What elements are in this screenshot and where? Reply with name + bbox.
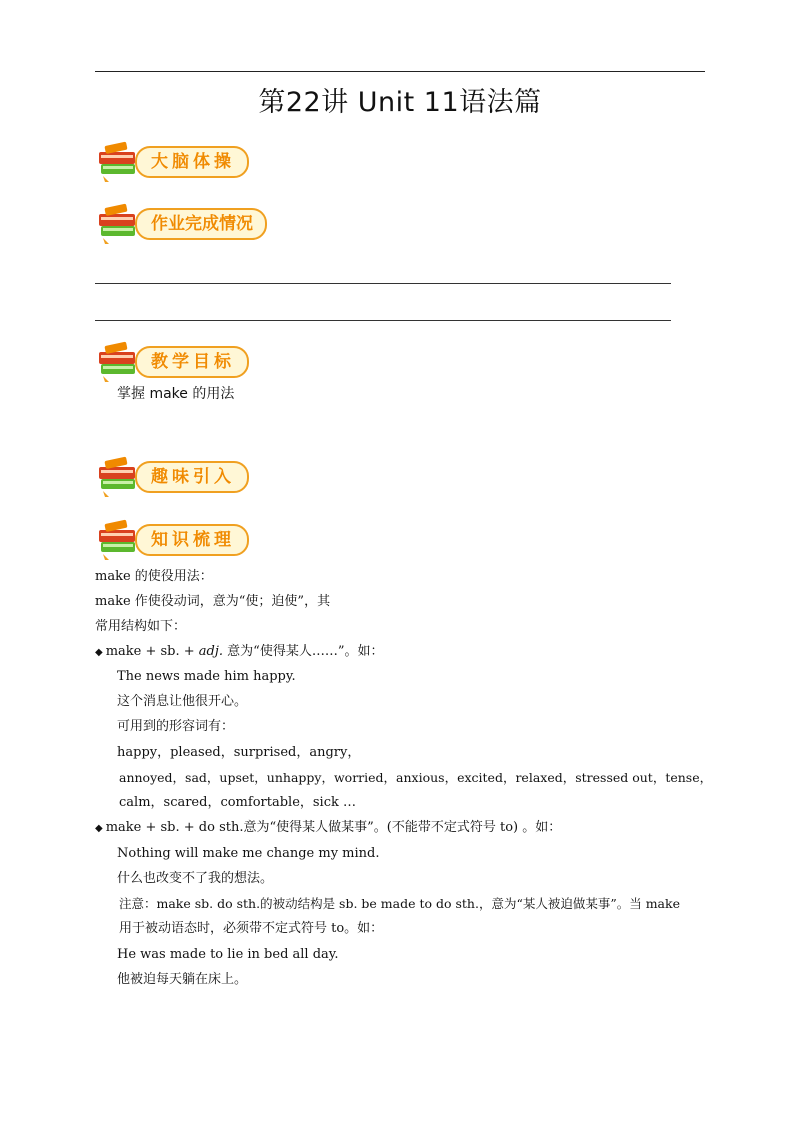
adjective-list: calm，scared，comfortable，sick … <box>119 795 357 810</box>
objective-text: 掌握 make 的用法 <box>117 386 235 402</box>
text-line: 常用结构如下： <box>95 619 187 634</box>
example-sentence: The news made him happy. <box>117 669 296 684</box>
section-title: 作业完成情况 <box>135 208 267 240</box>
text-line: make 的使役用法： <box>95 569 213 584</box>
answer-line <box>95 283 671 284</box>
section-title: 教学目标 <box>135 346 249 378</box>
bullet-line: ◆ make + sb. + adj. 意为“使得某人……”。如： <box>95 644 384 659</box>
example-translation: 什么也改变不了我的想法。 <box>117 871 274 886</box>
note-line: 用于被动语态时，必须带不定式符号 to。如： <box>119 921 384 936</box>
page-title: 第22讲 Unit 11语法篇 <box>258 87 542 118</box>
header-rule <box>95 71 705 72</box>
section-title: 趣味引入 <box>135 461 249 493</box>
diamond-bullet-icon: ◆ <box>95 823 103 834</box>
example-translation: 他被迫每天躺在床上。 <box>117 972 248 987</box>
bullet-line: ◆ make + sb. + do sth.意为“使得某人做某事”。(不能带不定式符号 to) 。如： <box>95 820 562 835</box>
adjective-list: happy，pleased，surprised，angry， <box>117 745 361 760</box>
example-sentence: He was made to lie in bed all day. <box>117 947 339 962</box>
answer-line <box>95 320 671 321</box>
note-line: 注意：make sb. do sth.的被动结构是 sb. be made to do sth.，意为“某人被迫做某事”。当 make <box>119 896 680 911</box>
text-line: 可用到的形容词有： <box>117 719 235 734</box>
diamond-bullet-icon: ◆ <box>95 647 103 658</box>
section-title: 大脑体操 <box>135 146 249 178</box>
example-sentence: Nothing will make me change my mind. <box>117 846 380 861</box>
adjective-list: annoyed，sad，upset，unhappy，worried，anxious，excited，relaxed，stressed out，tense， <box>119 770 713 785</box>
section-title: 知识梳理 <box>135 524 249 556</box>
example-translation: 这个消息让他很开心。 <box>117 694 248 709</box>
text-line: make 作使役动词，意为“使；迫使”，其 <box>95 594 331 609</box>
